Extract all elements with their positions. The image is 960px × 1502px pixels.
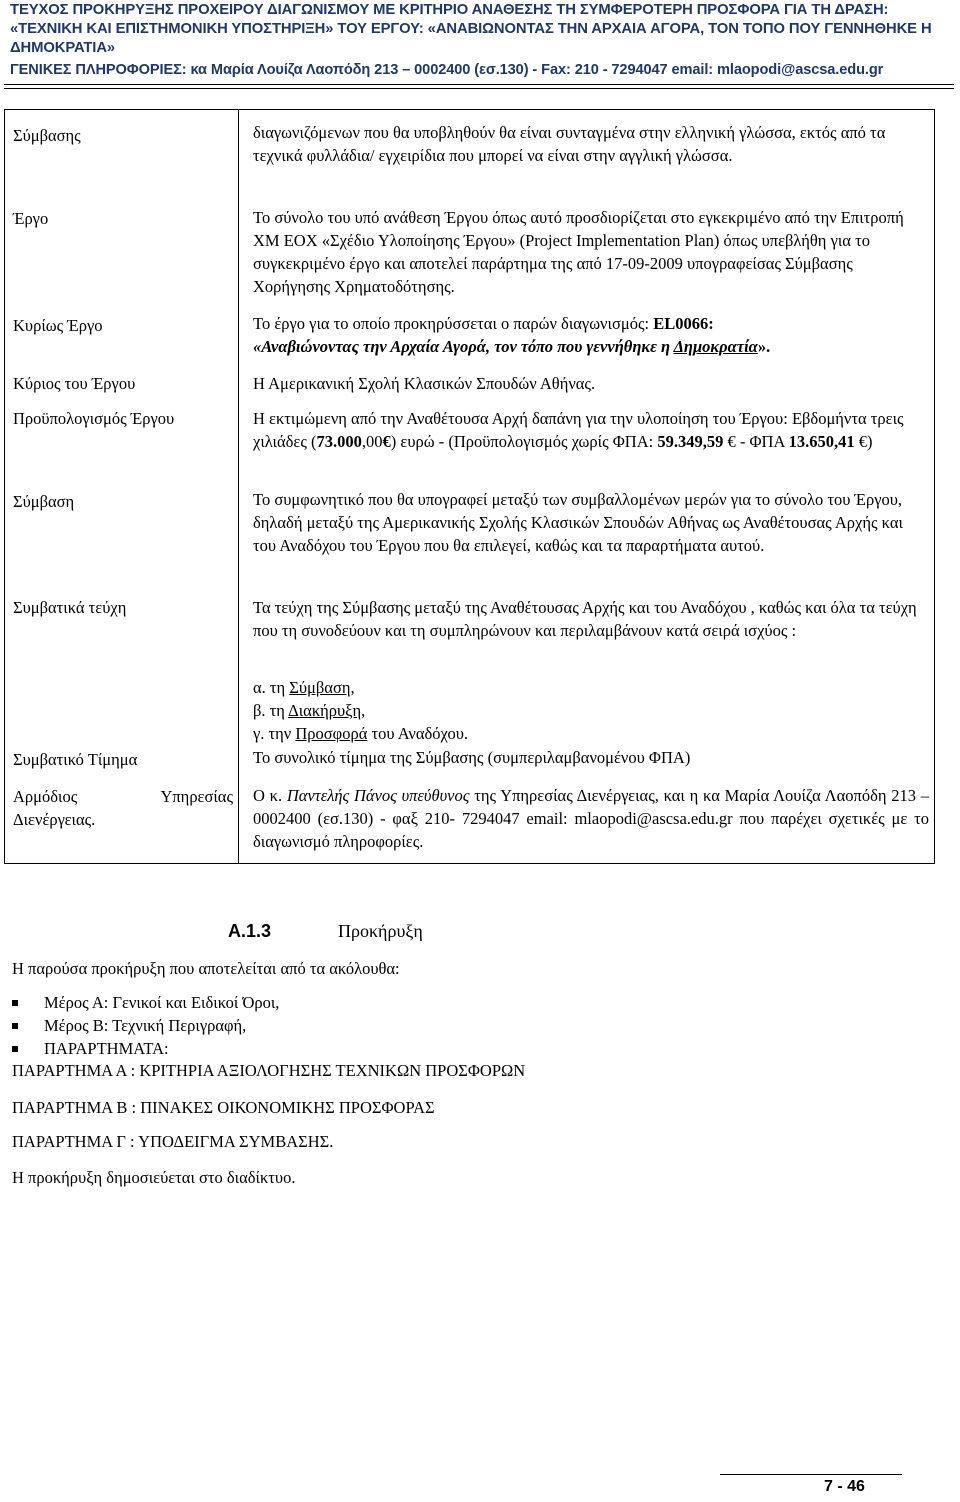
term-label: Σύμβαση xyxy=(13,492,75,511)
term-definition: Ο κ. Παντελής Πάνος υπεύθυνος της Υπηρεσίας Διενέργειας, και η κα Μαρία Λουίζα Λαοπόδη 213 – 0002400 (εσ.130) - φαξ 210- 7294047 email: mlaopodi@ascsa.edu.gr που παρέχει σχετικές με το διαγωνισμό πληροφορίες. xyxy=(253,786,930,851)
document-header-title: ΤΕΥΧΟΣ ΠΡΟΚΗΡΥΞΗΣ ΠΡΟΧΕΙΡΟΥ ΔΙΑΓΩΝΙΣΜΟΥ ΜΕ ΚΡΙΤΗΡΙΟ ΑΝΑΘΕΣΗΣ ΤΗ ΣΥΜΦΕΡΟΤΕΡΗ ΠΡΟΣΦΟΡΑ ΓΙΑ ΤΗ ΔΡΑΣΗ: «ΤΕΧΝΙΚΗ ΚΑΙ ΕΠΙΣΤΗΜΟΝΙΚΗ ΥΠΟΣΤΗΡΙΞΗ» ΤΟΥ ΕΡΓΟΥ: «ΑΝΑΒΙΩΝΟΝΤΑΣ ΤΗΝ ΑΡΧΑΙΑ ΑΓΟΡΑ, ΤΟΝ ΤΟΠΟ ΠΟΥ ΓΕΝΝΗΘΗΚΕ Η ΔΗΜΟΚΡΑΤΙΑ» xyxy=(10,2,932,56)
list-item: γ. την Προσφορά του Αναδόχου. xyxy=(253,724,469,743)
link-contract[interactable]: Σύμβαση xyxy=(289,678,351,697)
section-title: Προκήρυξη xyxy=(338,921,423,941)
annex-c: ΠΑΡΑΡΤΗΜΑ Γ : ΥΠΟΔΕΙΓΜΑ ΣΥΜΒΑΣΗΣ. xyxy=(12,1132,334,1151)
term-definition: Το σύνολο του υπό ανάθεση Έργου όπως αυτό προσδιορίζεται στο εγκεκριμένο από την Επιτροπή ΧΜ ΕΟΧ «Σχέδιο Υλοποίησης Έργου» (Project Implementation Plan) όπως υπεβλήθη για το συγκεκριμένο έργο και αποτελεί παράρτημα της από 17-09-2009 υπογραφείσας Σύμβασης Χορήγησης Χρηματοδότησης. xyxy=(253,208,904,296)
term-definition: διαγωνιζόμενων που θα υποβληθούν θα είναι συνταγμένα στην ελληνική γλώσσα, εκτός από τα τεχνικά φυλλάδια/ εγχειρίδια που μπορεί να είναι στην αγγλική γλώσσα. xyxy=(253,123,886,165)
term-definition: Η Αμερικανική Σχολή Κλασικών Σπουδών Αθήνας. xyxy=(253,374,596,393)
section-intro: Η παρούσα προκήρυξη που αποτελείται από τα ακόλουθα: xyxy=(12,959,400,978)
page-number: 7 - 46 xyxy=(824,1478,865,1495)
header-divider-2 xyxy=(4,88,954,89)
term-label: Αρμόδιος Υπηρεσίας xyxy=(13,787,233,806)
term-label: Προϋπολογισμός Έργου xyxy=(13,409,175,428)
term-label: Συμβατικά τεύχη xyxy=(13,598,127,617)
bullet-icon xyxy=(12,1000,18,1006)
term-definition: Τα τεύχη της Σύμβασης μεταξύ της Αναθέτουσας Αρχής και του Αναδόχου , καθώς και όλα τα τεύχη που τη συνοδεύουν και τη συμπληρώνουν και περιλαμβάνουν κατά σειρά ισχύος : xyxy=(253,598,917,640)
bullet-icon xyxy=(12,1046,18,1052)
contract-documents-list xyxy=(253,676,929,745)
term-label-cont: Διενέργειας. xyxy=(13,810,96,829)
term-definition: Το συνολικό τίμημα της Σύμβασης (συμπεριλαμβανομένου ΦΠΑ) xyxy=(253,748,691,767)
footer-divider xyxy=(720,1474,902,1475)
term-definition: Η εκτιμώμενη από την Αναθέτουσα Αρχή δαπάνη για την υλοποίηση του Έργου: Εβδομήντα τρεις χιλιάδες (73.000,00€) ευρώ - (Προϋπολογισμός χωρίς ΦΠΑ: 59.349,59 € - ΦΠΑ 13.650,41 €) xyxy=(253,409,904,451)
annex-a: ΠΑΡΑΡΤΗΜΑ Α : ΚΡΙΤΗΡΙΑ ΑΞΙΟΛΟΓΗΣΗΣ ΤΕΧΝΙΚΩΝ ΠΡΟΣΦΟΡΩΝ xyxy=(12,1061,526,1080)
list-item: β. τη Διακήρυξη, xyxy=(253,701,366,720)
term-label: Κυρίως Έργο xyxy=(13,316,103,335)
list-item: α. τη Σύμβαση, xyxy=(253,678,355,697)
definitions-table xyxy=(4,109,935,864)
term-definition: Το έργο για το οποίο προκηρύσσεται ο παρών διαγωνισμός: EL0066: «Αναβιώνοντας την Αρχαία Αγορά, τον τόπο που γεννήθηκε η Δημοκρατία». xyxy=(253,314,771,356)
list-item: Μέρος Α: Γενικοί και Ειδικοί Όροι, xyxy=(12,992,279,1014)
term-definition: Το συμφωνητικό που θα υπογραφεί μεταξύ των συμβαλλομένων μερών για το σύνολο του Έργου, δηλαδή μεταξύ της Αμερικανικής Σχολής Κλασικών Σπουδών Αθήνας ως Αναθέτουσας Αρχής και του Αναδόχου του Έργου που θα επιλεγεί, καθώς και τα παραρτήματα αυτού. xyxy=(253,490,903,555)
annex-b: ΠΑΡΑΡΤΗΜΑ Β : ΠΙΝΑΚΕΣ ΟΙΚΟΝΟΜΙΚΗΣ ΠΡΟΣΦΟΡΑΣ xyxy=(12,1098,435,1117)
table-column-divider xyxy=(238,110,239,863)
term-label: Συμβατικό Τίμημα xyxy=(13,750,138,769)
term-label: Κύριος του Έργου xyxy=(13,374,136,393)
document-header-contact: ΓΕΝΙΚΕΣ ΠΛΗΡΟΦΟΡΙΕΣ: κα Μαρία Λουίζα Λαοπόδη 213 – 0002400 (εσ.130) - Fax: 210 - 7294047 email: mlaopodi@ascsa.edu.gr xyxy=(10,62,884,78)
term-label: Σύμβασης xyxy=(13,126,81,145)
header-divider xyxy=(4,84,954,85)
list-item: ΠΑΡΑΡΤΗΜΑΤΑ: xyxy=(12,1038,169,1060)
link-offer[interactable]: Προσφορά xyxy=(295,724,368,743)
section-heading xyxy=(228,919,423,943)
bullet-icon xyxy=(12,1023,18,1029)
closing-text: Η προκήρυξη δημοσιεύεται στο διαδίκτυο. xyxy=(12,1168,296,1187)
section-number: Α.1.3 xyxy=(228,921,272,941)
term-label: Έργο xyxy=(13,209,49,228)
list-item: Μέρος Β: Τεχνική Περιγραφή, xyxy=(12,1015,246,1037)
link-declaration[interactable]: Διακήρυξη xyxy=(288,701,362,720)
